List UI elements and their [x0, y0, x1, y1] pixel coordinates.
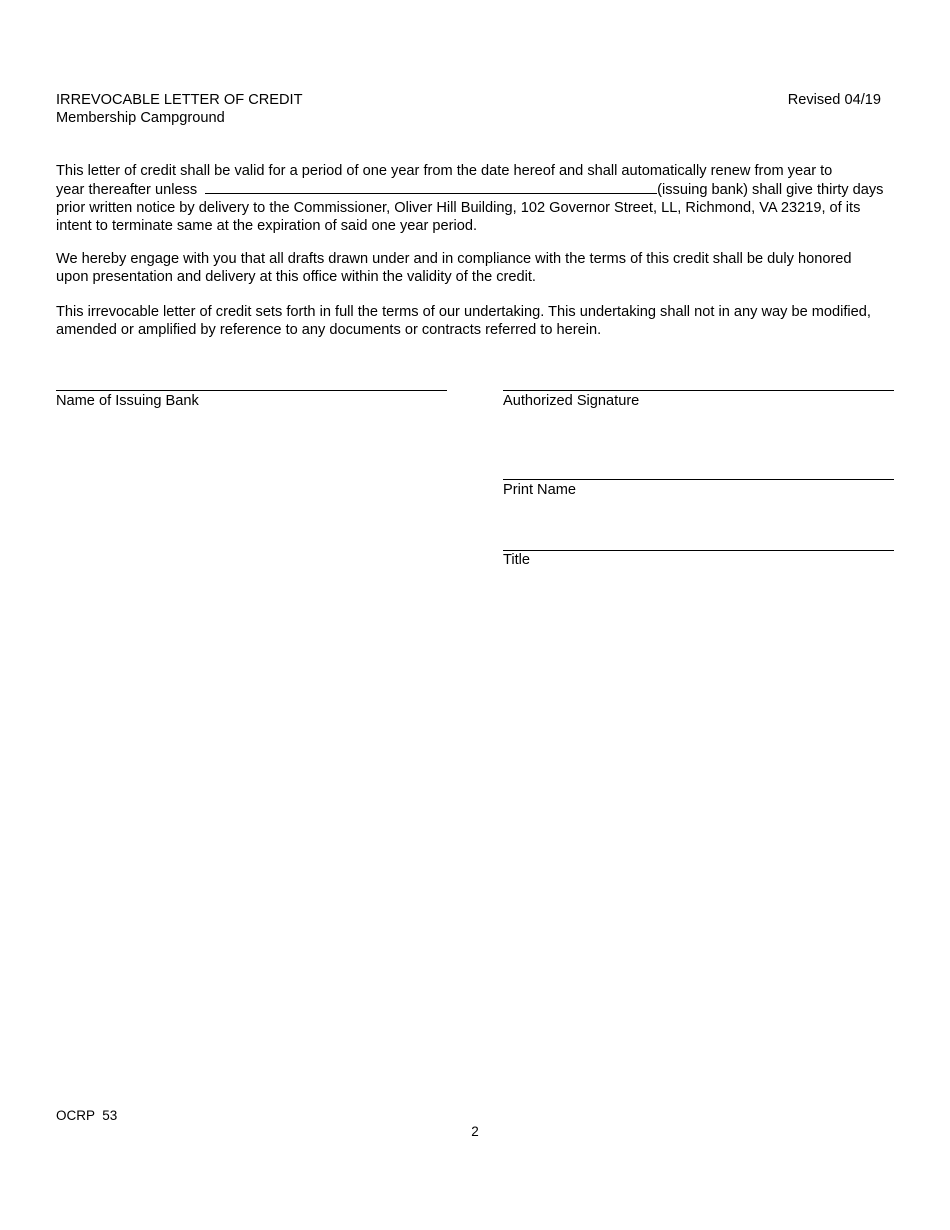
print-name-line[interactable]: [503, 479, 894, 480]
validity-paragraph-line1: This letter of credit shall be valid for a period of one year from the date hereof and shall automatically renew from year to: [56, 163, 833, 179]
validity-paragraph-rest: days prior written notice by delivery to the Commissioner, Oliver Hill Building, 102 Governor Street, LL, Richmond, VA 23219, of its intent to terminate same at the expiration of said one year period.: [56, 182, 884, 234]
revision-date: Revised 04/19: [787, 92, 881, 108]
validity-paragraph-after-blank: (issuing bank) shall give thirty: [657, 182, 849, 198]
document-subtitle: Membership Campground: [56, 110, 225, 126]
title-label: Title: [503, 552, 531, 568]
document-title: IRREVOCABLE LETTER OF CREDIT: [56, 92, 303, 108]
undertaking-paragraph: This irrevocable letter of credit sets forth in full the terms of our undertaking. This undertaking shall not in any way be modified, amended or amplified by reference to any documents or contracts referred to herein.: [56, 304, 871, 338]
print-name-label: Print Name: [503, 482, 576, 498]
engagement-paragraph: We hereby engage with you that all drafts drawn under and in compliance with the terms of this credit shall be duly honored upon presentation and delivery at this office within the validity of the credit.: [56, 251, 852, 285]
issuing-bank-blank[interactable]: [205, 180, 657, 194]
issuing-bank-signature-line[interactable]: [56, 390, 447, 391]
form-code: OCRP 53: [56, 1108, 118, 1123]
validity-paragraph-before-blank: year thereafter unless: [56, 182, 198, 198]
title-line[interactable]: [503, 550, 894, 551]
page-number: 2: [471, 1124, 479, 1139]
issuing-bank-label: Name of Issuing Bank: [56, 393, 199, 409]
validity-paragraph: [56, 162, 888, 235]
authorized-signature-line[interactable]: [503, 390, 894, 391]
authorized-signature-label: Authorized Signature: [503, 393, 640, 409]
